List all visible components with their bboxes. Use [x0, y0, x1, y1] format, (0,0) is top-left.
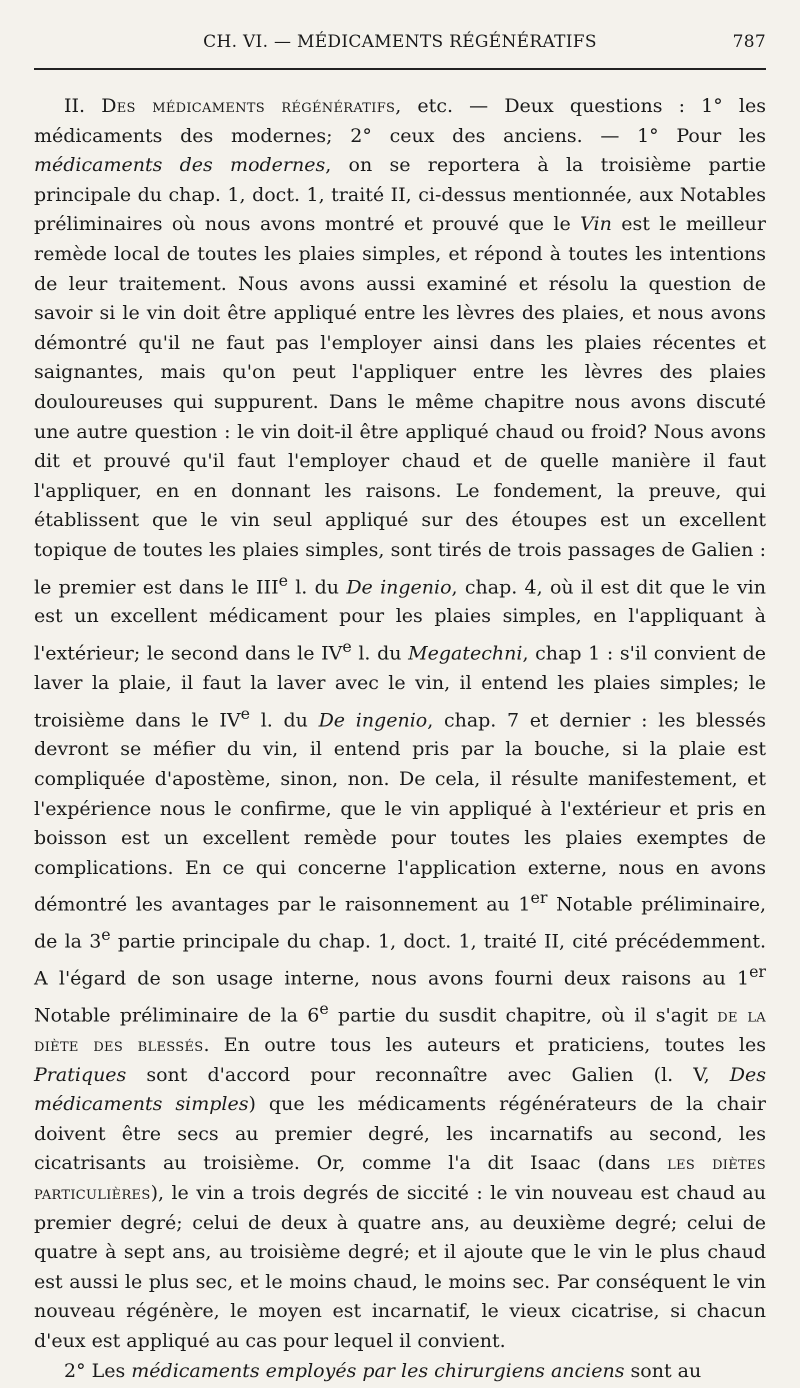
paragraph-2: 2° Les médicaments employés par les chirurgiens anciens sont au [64, 1359, 702, 1382]
body-text [34, 92, 766, 1386]
page-number: 787 [732, 32, 766, 52]
header-rule [34, 68, 766, 70]
running-head: CH. VI. — MÉDICAMENTS RÉGÉNÉRATIFS [203, 32, 597, 52]
section-heading: Des médicaments régénératifs [101, 95, 396, 117]
paragraph-1: II. Des médicaments régénératifs, etc. — Deux questions : 1° les médicaments des modernes; 2° ceux des anciens. — 1° Pour les médicaments des modernes, on se reportera à la troisième partie principale du chap. 1, doct. 1, traité II, ci-dessus mentionnée, aux Notables préliminaires où nous avons montré et prouvé que le Vin est le meilleur remède local de toutes les plaies simples, et répond à toutes les intentions de leur traitement. Nous avons aussi examiné et résolu la question de savoir si le vin doit être appliqué entre les lèvres des plaies, et nous avons démontré qu'il ne faut pas l'employer ainsi dans les plaies récentes et saignantes, mais qu'on peut l'appliquer entre les lèvres des plaies douloureuses qui suppurent. Dans le même chapitre nous avons discuté une autre question : le vin doit-il être appliqué chaud ou froid? Nous avons dit et prouvé qu'il faut l'employer chaud et de quelle manière il faut l'appliquer, en en donnant les raisons. Le fondement, la preuve, qui établissent que le vin seul appliqué sur des étoupes est un excellent topique de toutes les plaies simples, sont tirés de trois passages de Galien : le premier est dans le IIIe l. du De ingenio, chap. 4, où il est dit que le vin est un excellent médicament pour les plaies simples, en l'appliquant à l'extérieur; le second dans le IVe l. du Megatechni, chap 1 : s'il convient de laver la plaie, il faut la laver avec le vin, il entend les plaies simples; le troisième dans le IVe l. du De ingenio, chap. 7 et dernier : les blessés devront se méfier du vin, il entend pris par la bouche, si la plaie est compliquée d'apostème, sinon, non. De cela, il résulte manifestement, et l'expérience nous le confirme, que le vin appliqué à l'extérieur et pris en boisson est un excellent remède pour toutes les plaies exemptes de complications. En ce qui concerne l'application externe, nous en avons démontré les avantages par le raisonnement au 1er Notable préliminaire, de la 3e partie principale du chap. 1, doct. 1, traité II, cité précédemment. A l'égard de son usage interne, nous avons fourni deux raisons au 1er Notable préliminaire de la 6e partie du susdit chapitre, où il s'agit de la diète des blessés. En outre tous les auteurs et praticiens, toutes les Pratiques sont d'accord pour reconnaître avec Galien (l. V, Des médicaments simples) que les médicaments régénérateurs de la chair doivent être secs au premier degré, les incarnatifs au second, les cicatrisants au troisième. Or, comme l'a dit Isaac (dans les diètes particulières), le vin a trois degrés de siccité : le vin nouveau est chaud au premier degré; celui de deux à quatre ans, au deuxième degré; celui de quatre à sept ans, au troisième degré; et il ajoute que le vin le plus chaud est aussi le plus sec, et le moins chaud, le moins sec. Par conséquent le vin nouveau régénère, le moyen est incarnatif, le vieux cicatrise, si chacun d'eux est appliqué au cas pour lequel il convient. [34, 95, 767, 1353]
page-header [34, 32, 766, 60]
